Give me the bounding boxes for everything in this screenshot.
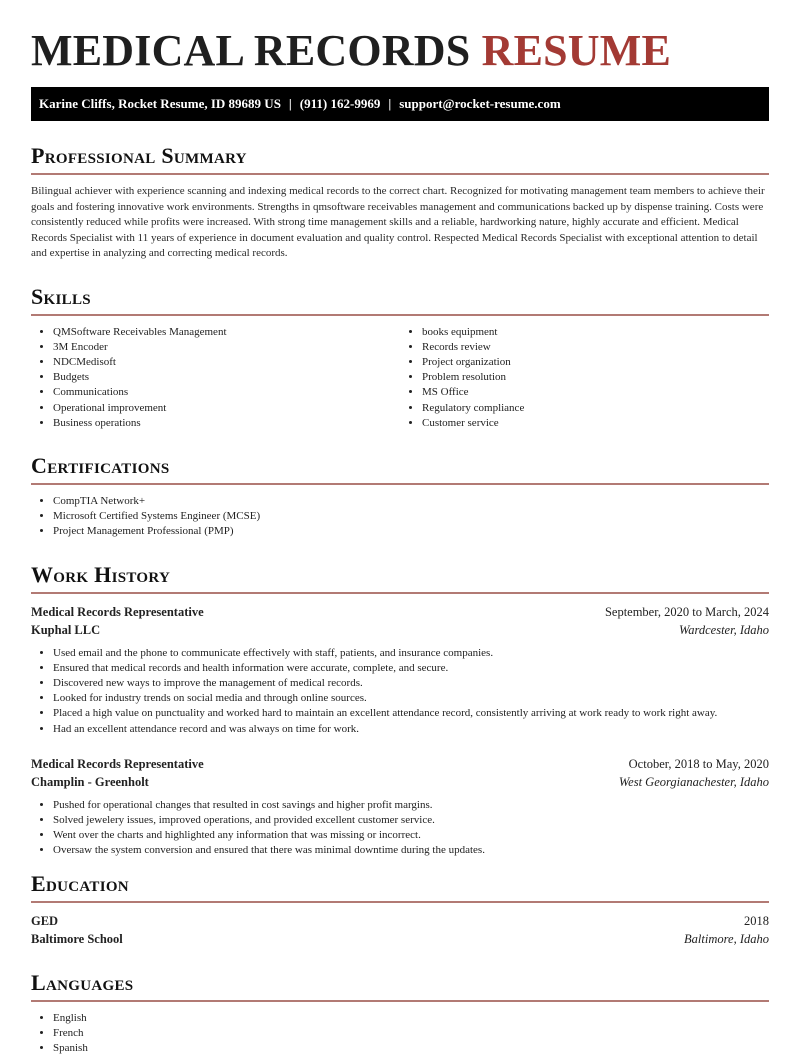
skills-column-left	[31, 325, 400, 431]
job-company-row	[31, 773, 769, 791]
job-bullet: • Oversaw the system conversion and ensured that there was minimal downtime during the updates.	[53, 843, 769, 858]
section-divider	[31, 1000, 769, 1002]
language-item: • English	[53, 1011, 769, 1026]
job-bullet: • Ensured that medical records and health information were accurate, complete, and secure.	[53, 661, 769, 676]
title-main: MEDICAL RECORDS	[31, 26, 471, 75]
education-degree: GED	[31, 913, 59, 928]
contact-address: Karine Cliffs, Rocket Resume, ID 89689 US	[39, 96, 281, 111]
job-bullet: • Discovered new ways to improve the management of medical records.	[53, 676, 769, 691]
section-divider	[31, 314, 769, 316]
job-bullet: • Went over the charts and highlighted any information that was missing or incorrect.	[53, 828, 769, 843]
skills-column-right	[400, 325, 769, 431]
skill-item: • Problem resolution	[422, 370, 769, 385]
summary-text: Bilingual achiever with experience scanning and indexing medical records to the correct chart. Recognized for motivating management team members to achieve their goals and fostering innovative work environments. Strengths in qmsoftware receivables management and communications backed up by dispense training. Costs were consistently reduced while profits were increased. With strong time management skills and a reliable, hardworking nature, highly accurate and efficient. Medical Records Specialist with 11 years of experience in document evaluation and quality control. Respected Medical Records Specialist with exceptional attention to detail and expertise in analyzing and correcting medical records.	[31, 185, 765, 259]
skill-item: • Regulatory compliance	[422, 401, 769, 416]
skills-list	[31, 325, 769, 431]
skill-item: • Customer service	[422, 416, 769, 431]
education-year: 2018	[744, 913, 769, 928]
section-heading-work-history: Work History	[31, 561, 171, 587]
skill-item: • Records review	[422, 340, 769, 355]
section-heading-certifications: Certifications	[31, 452, 170, 478]
section-divider	[31, 173, 769, 175]
job-header-row	[31, 755, 769, 773]
job-entry	[31, 755, 769, 859]
certification-item: • Microsoft Certified Systems Engineer (MCSE)	[53, 509, 769, 524]
job-dates: October, 2018 to May, 2020	[628, 756, 769, 771]
section-heading-education: Education	[31, 870, 129, 896]
education-school: Baltimore School	[31, 931, 123, 946]
certifications-list	[31, 494, 769, 540]
job-company: Kuphal LLC	[31, 622, 101, 637]
resume-page	[31, 0, 769, 1056]
job-dates: September, 2020 to March, 2024	[604, 604, 769, 619]
section-heading-summary: Professional Summary	[31, 143, 247, 168]
skill-item: • Communications	[53, 385, 400, 400]
education-school-row	[31, 930, 769, 948]
title-accent: RESUME	[481, 26, 672, 75]
skill-item: • Project organization	[422, 355, 769, 370]
certification-item: • Project Management Professional (PMP)	[53, 524, 769, 539]
contact-phone[interactable]: (911) 162-9969	[299, 96, 381, 111]
skill-item: • QMSoftware Receivables Management	[53, 325, 400, 340]
section-heading-skills: Skills	[31, 283, 91, 309]
skill-item: • 3M Encoder	[53, 340, 400, 355]
section-divider	[31, 483, 769, 485]
job-bullets	[31, 798, 769, 859]
education-location: Baltimore, Idaho	[684, 931, 769, 946]
contact-banner	[31, 87, 769, 121]
section-divider	[31, 592, 769, 594]
language-item: • Spanish	[53, 1041, 769, 1056]
job-bullet: • Had an excellent attendance record and was always on time for work.	[53, 722, 769, 737]
skill-item: • Operational improvement	[53, 401, 400, 416]
skill-item: • books equipment	[422, 325, 769, 340]
certification-item: • CompTIA Network+	[53, 494, 769, 509]
job-company-row	[31, 621, 769, 639]
skill-item: • MS Office	[422, 385, 769, 400]
languages-list	[31, 1011, 769, 1056]
contact-separator: |	[288, 96, 292, 111]
job-bullet: • Solved jewelery issues, improved operations, and provided excellent customer service.	[53, 813, 769, 828]
language-item: • French	[53, 1026, 769, 1041]
resume-title	[31, 28, 769, 74]
section-heading-languages: Languages	[31, 969, 134, 995]
job-title: Medical Records Representative	[31, 756, 204, 771]
job-title: Medical Records Representative	[31, 604, 204, 619]
contact-email[interactable]: support@rocket-resume.com	[399, 96, 561, 111]
job-location: West Georgianachester, Idaho	[618, 774, 769, 789]
job-location: Wardcester, Idaho	[678, 622, 769, 637]
job-bullet: • Placed a high value on punctuality and worked hard to maintain an excellent attendance record, consistently arriving at work ready to work right away.	[53, 706, 769, 721]
job-bullet: • Looked for industry trends on social media and through online sources.	[53, 691, 769, 706]
skill-item: • Budgets	[53, 370, 400, 385]
job-company: Champlin - Greenholt	[31, 774, 149, 789]
skill-item: • NDCMedisoft	[53, 355, 400, 370]
job-header-row	[31, 603, 769, 621]
contact-separator: |	[388, 96, 392, 111]
skill-item: • Business operations	[53, 416, 400, 431]
section-divider	[31, 901, 769, 903]
education-degree-row	[31, 912, 769, 930]
job-bullets	[31, 646, 769, 737]
job-entry	[31, 603, 769, 737]
job-bullet: • Used email and the phone to communicate effectively with staff, patients, and insurance companies.	[53, 646, 769, 661]
job-bullet: • Pushed for operational changes that resulted in cost savings and higher profit margins.	[53, 798, 769, 813]
